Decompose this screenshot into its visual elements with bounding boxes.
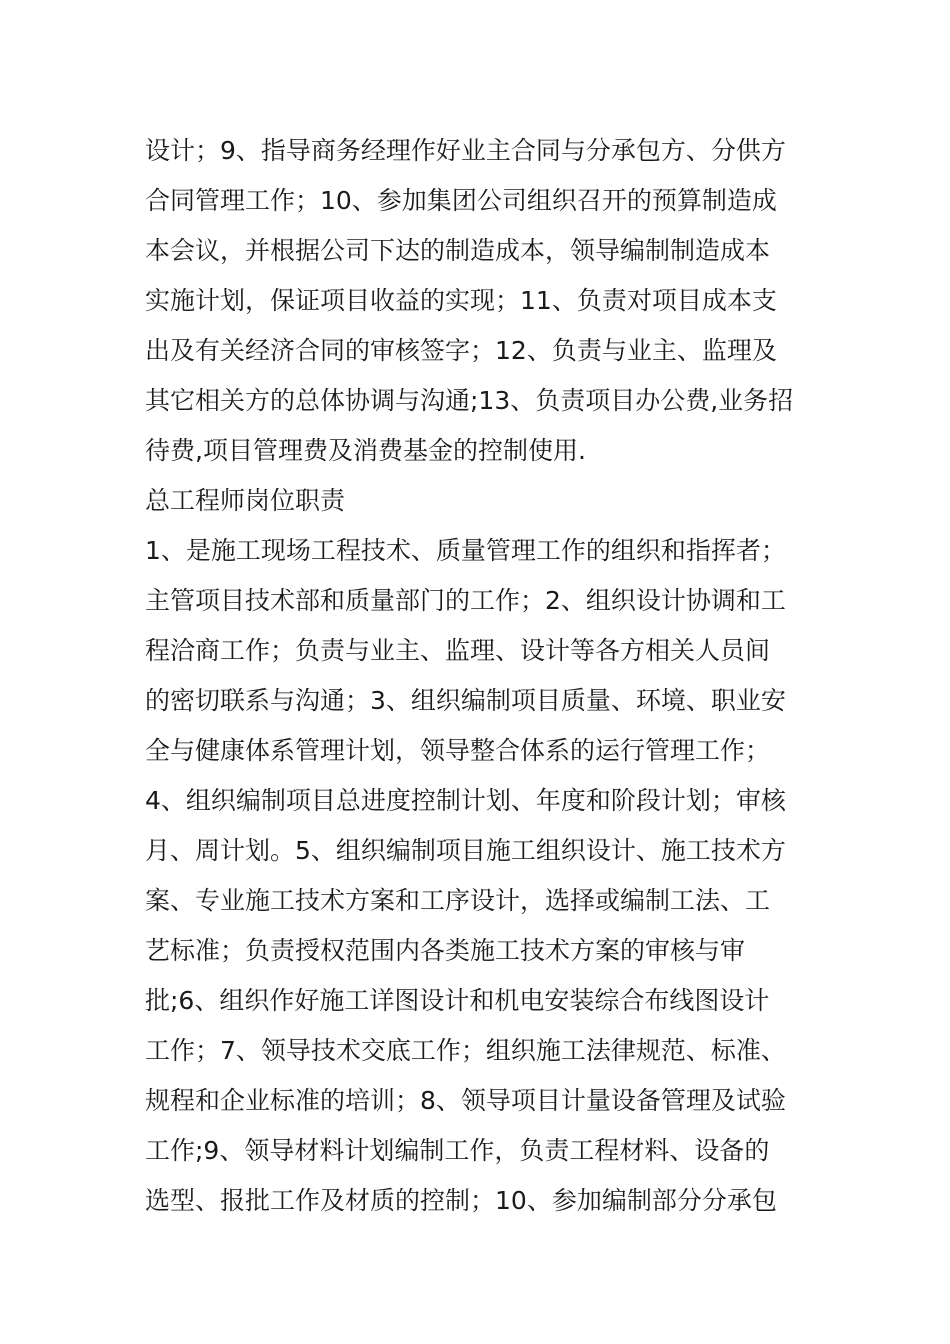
document-body [145,126,825,1226]
text-line-9: 1、是施工现场工程技术、质量管理工作的组织和指挥者； [145,536,786,565]
text-line-16: 案、专业施工技术方案和工序设计，选择或编制工法、工 [145,886,771,915]
text-line-5: 出及有关经济合同的审核签字；12、负责与业主、监理及 [145,336,777,365]
text-line-12: 的密切联系与沟通；3、组织编制项目质量、环境、职业安 [145,686,786,715]
text-line-14: 4、组织编制项目总进度控制计划、年度和阶段计划；审核 [145,786,786,815]
text-line-21: 工作;9、领导材料计划编制工作，负责工程材料、设备的 [145,1136,770,1165]
text-line-7: 待费,项目管理费及消费基金的控制使用. [145,436,586,465]
text-line-20: 规程和企业标准的培训；8、领导项目计量设备管理及试验 [145,1086,786,1115]
text-line-18: 批;6、组织作好施工详图设计和机电安装综合布线图设计 [145,986,770,1015]
text-line-6: 其它相关方的总体协调与沟通;13、负责项目办公费,业务招 [145,386,794,415]
text-line-4: 实施计划，保证项目收益的实现；11、负责对项目成本支 [145,286,777,315]
section-heading: 总工程师岗位职责 [145,486,346,515]
text-line-11: 程洽商工作；负责与业主、监理、设计等各方相关人员间 [145,636,771,665]
text-line-15: 月、周计划。5、组织编制项目施工组织设计、施工技术方 [145,836,786,865]
text-line-1: 设计；9、指导商务经理作好业主合同与分承包方、分供方 [145,136,786,165]
text-line-3: 本会议，并根据公司下达的制造成本，领导编制制造成本 [145,236,771,265]
text-line-13: 全与健康体系管理计划，领导整合体系的运行管理工作； [145,736,771,765]
text-line-19: 工作；7、领导技术交底工作；组织施工法律规范、标准、 [145,1036,786,1065]
text-line-17: 艺标准；负责授权范围内各类施工技术方案的审核与审 [145,936,746,965]
text-line-22: 选型、报批工作及材质的控制；10、参加编制部分分承包 [145,1186,777,1215]
text-line-10: 主管项目技术部和质量部门的工作；2、组织设计协调和工 [145,586,786,615]
text-line-2: 合同管理工作；10、参加集团公司组织召开的预算制造成 [145,186,777,215]
